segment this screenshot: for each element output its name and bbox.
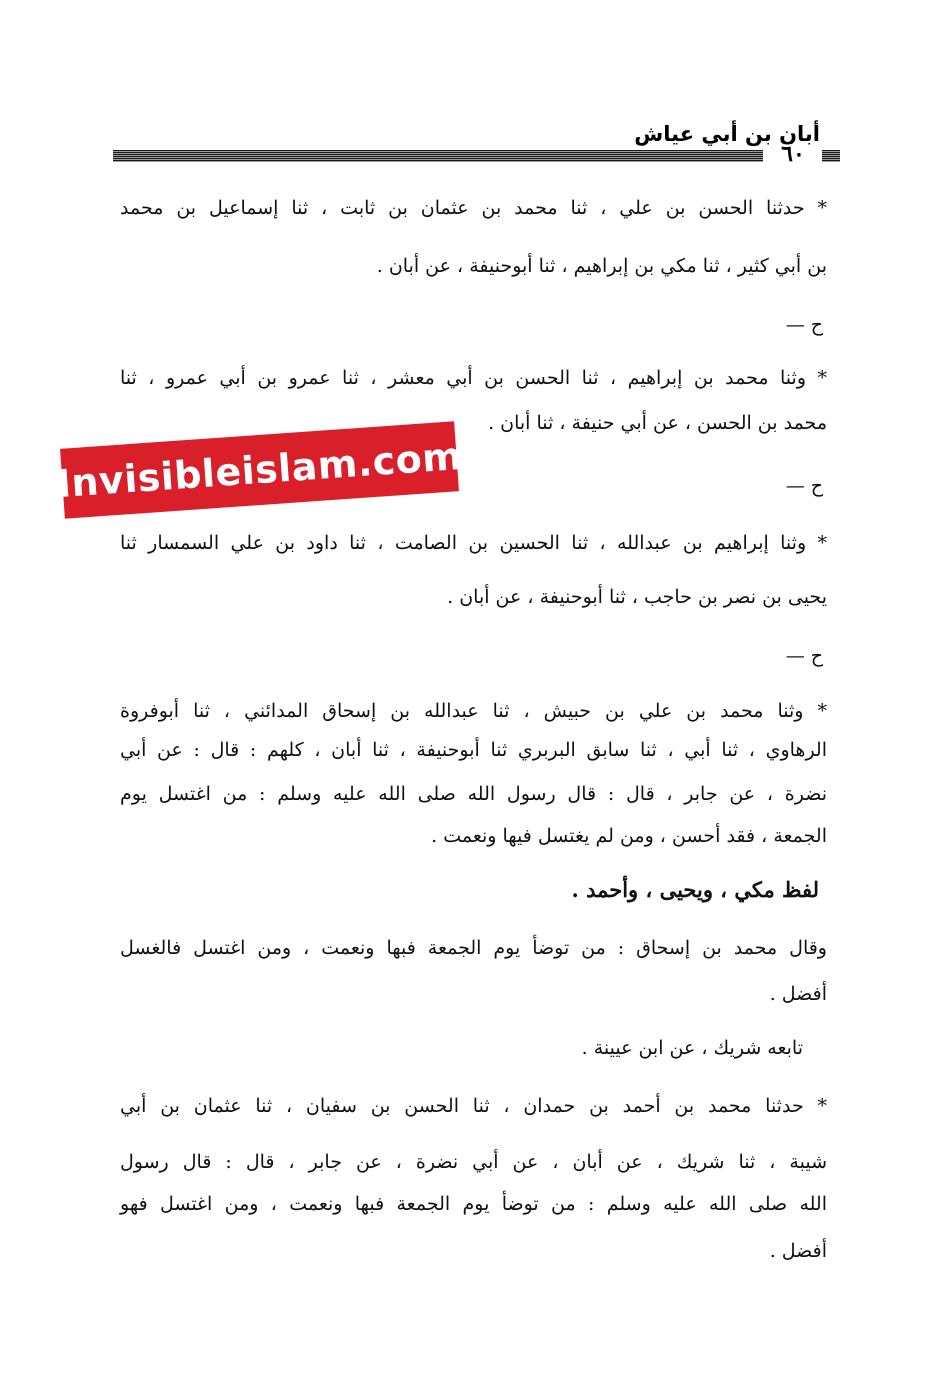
text-line: الله صلى الله عليه وسلم : من توضأ يوم الجمعة فبها ونعمت ، ومن اغتسل فهو [120,1193,827,1215]
text-line: تابعه شريك ، عن ابن عيينة . [581,1037,803,1059]
text-line: أفضل . [769,1240,827,1262]
narration-note: لفظ مكي ، ويحيى ، وأحمد . [571,877,819,902]
text-line: الجمعة ، فقد أحسن ، ومن لم يغتسل فيها ونعمت . [431,825,827,847]
text-line: * وثنا محمد بن إبراهيم ، ثنا الحسن بن أبي معشر ، ثنا عمرو بن أبي عمرو ، ثنا [120,367,827,389]
text-line: * حدثنا محمد بن أحمد بن حمدان ، ثنا الحسن بن سفيان ، ثنا عثمان بن أبي [120,1095,827,1117]
hadith-separator: ح — [785,314,823,336]
text-line: الرهاوي ، ثنا أبي ، ثنا سابق البربري ثنا أبوحنيفة ، ثنا أبان ، كلهم : قال : عن أبي [120,739,827,761]
header-rule-end [822,150,840,162]
text-line: * وثنا محمد بن علي بن حبيش ، ثنا عبدالله بن إسحاق المدائني ، ثنا أبوفروة [120,700,827,722]
text-line: محمد بن الحسن ، عن أبي حنيفة ، ثنا أبان . [488,412,827,434]
text-line: * وثنا إبراهيم بن عبدالله ، ثنا الحسين بن الصامت ، ثنا داود بن علي السمسار ثنا [120,532,827,554]
text-line: شيبة ، ثنا شريك ، عن أبان ، عن أبي نضرة ، عن جابر ، قال : قال رسول [120,1151,827,1173]
text-line: يحيى بن نصر بن حاجب ، ثنا أبوحنيفة ، عن أبان . [447,586,827,608]
page-number: ٦٠ [781,141,805,167]
text-line: أفضل . [769,983,827,1005]
hadith-separator: ح — [785,475,823,497]
text-line: بن أبي كثير ، ثنا مكي بن إبراهيم ، ثنا أبوحنيفة ، عن أبان . [376,255,827,277]
running-title: أبان بن أبي عياش [634,122,820,146]
watermark-banner [55,421,464,518]
text-line: وقال محمد بن إسحاق : من توضأ يوم الجمعة فبها ونعمت ، ومن اغتسل فالغسل [120,937,827,959]
watermark-text: Invisibleislam.com [55,433,464,507]
text-line: * حدثنا الحسن بن علي ، ثنا محمد بن عثمان بن ثابت ، ثنا إسماعيل بن محمد [120,197,827,219]
text-line: نضرة ، عن جابر ، قال : قال رسول الله صلى الله عليه وسلم : من اغتسل يوم [120,783,827,805]
header-rule [113,150,763,162]
hadith-separator: ح — [785,645,823,667]
